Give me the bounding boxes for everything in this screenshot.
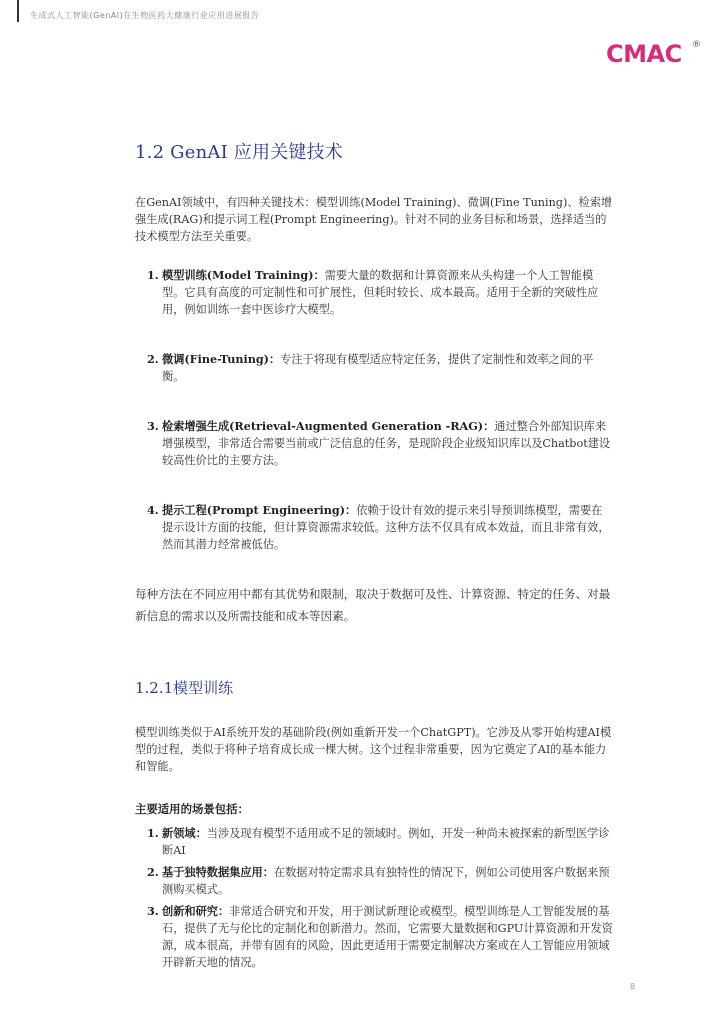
scenes-list bbox=[135, 825, 613, 971]
cmac-logo bbox=[606, 40, 701, 70]
page-number: 8 bbox=[630, 982, 636, 991]
main-content bbox=[135, 138, 613, 976]
item-term: 创新和研究： bbox=[162, 904, 230, 918]
section-intro: 在GenAI领域中，有四种关键技术：模型训练(Model Training)、微调(Fine Tuning)、检索增强生成(RAG)和提示词工程(Prompt Engineering)。针对不同的业务目标和场景，选择适当的技术模型方法至关重要。 bbox=[135, 196, 613, 243]
key-tech-list bbox=[135, 267, 613, 553]
item-term: 检索增强生成(Retrieval-Augmented Generation -RAG)： bbox=[162, 419, 495, 433]
item-text: 当涉及现有模型不适用或不足的领域时。例如，开发一种尚未被探索的新型医学诊断AI bbox=[162, 827, 610, 857]
list-item bbox=[135, 903, 613, 971]
header-divider bbox=[17, 0, 19, 22]
item-text: 依赖于设计有效的提示来引导预训练模型，需要在提示设计方面的技能，但计算资源需求较低。这种方法不仅具有成本效益，而且非常有效，然而其潜力经常被低估。 bbox=[162, 504, 610, 551]
section-title: 1.2 GenAI 应用关键技术 bbox=[135, 142, 344, 163]
section-summary: 每种方法在不同应用中都有其优势和限制，取决于数据可及性、计算资源、特定的任务、对最新信息的需求以及所需技能和成本等因素。 bbox=[135, 587, 611, 623]
list-item bbox=[135, 418, 613, 469]
item-text: 在数据对特定需求具有独特性的情况下，例如公司使用客户数据来预测购买模式。 bbox=[162, 866, 610, 896]
list-item bbox=[135, 864, 613, 898]
list-item bbox=[135, 267, 613, 318]
list-number: 3. bbox=[147, 904, 159, 918]
scenes-title: 主要适用的场景包括： bbox=[135, 802, 249, 816]
item-text: 非常适合研究和开发，用于测试新理论或模型。模型训练是人工智能发展的基石，提供了无与伦比的定制化和创新潜力。然而，它需要大量数据和GPU计算资源和开发资源，成本很高，并带有固有的风险，因此更适用于需要定制解决方案或在人工智能应用领域开辟新天地的情况。 bbox=[162, 905, 613, 969]
item-term: 微调(Fine-Tuning)： bbox=[162, 352, 281, 366]
list-number: 2. bbox=[147, 865, 159, 879]
item-term: 基于独特数据集应用： bbox=[162, 865, 274, 879]
item-term: 新领域： bbox=[162, 826, 207, 840]
item-text: 需要大量的数据和计算资源来从头构建一个人工智能模型。它具有高度的可定制性和可扩展性，但耗时较长、成本最高。适用于全新的突破性应用，例如训练一套中医诊疗大模型。 bbox=[162, 269, 599, 316]
list-item bbox=[135, 502, 613, 553]
list-number: 4. bbox=[147, 503, 159, 517]
item-term: 提示工程(Prompt Engineering)： bbox=[162, 503, 357, 517]
logo-text: CMAC bbox=[606, 40, 682, 68]
item-term: 模型训练(Model Training)： bbox=[162, 268, 325, 282]
list-item bbox=[135, 825, 613, 859]
list-number: 1. bbox=[147, 826, 159, 840]
list-item bbox=[135, 351, 613, 385]
report-header-title: 生成式人工智能(GenAI)在生物医药大健康行业应用进展报告 bbox=[30, 11, 260, 20]
list-number: 1. bbox=[147, 268, 159, 282]
item-text: 专注于将现有模型适应特定任务，提供了定制性和效率之间的平衡。 bbox=[162, 353, 594, 383]
subsection-intro: 模型训练类似于AI系统开发的基础阶段(例如重新开发一个ChatGPT)。它涉及从零开始构建AI模型的过程，类似于将种子培育成长成一棵大树。这个过程非常重要，因为它奠定了AI的基本能力和智能。 bbox=[135, 726, 612, 773]
subsection-title: 1.2.1模型训练 bbox=[135, 679, 234, 697]
registered-mark: ® bbox=[692, 40, 701, 50]
list-number: 2. bbox=[147, 352, 159, 366]
item-text: 通过整合外部知识库来增强模型，非常适合需要当前或广泛信息的任务，是现阶段企业级知识库以及Chatbot建设较高性价比的主要方法。 bbox=[162, 420, 611, 467]
list-number: 3. bbox=[147, 419, 159, 433]
